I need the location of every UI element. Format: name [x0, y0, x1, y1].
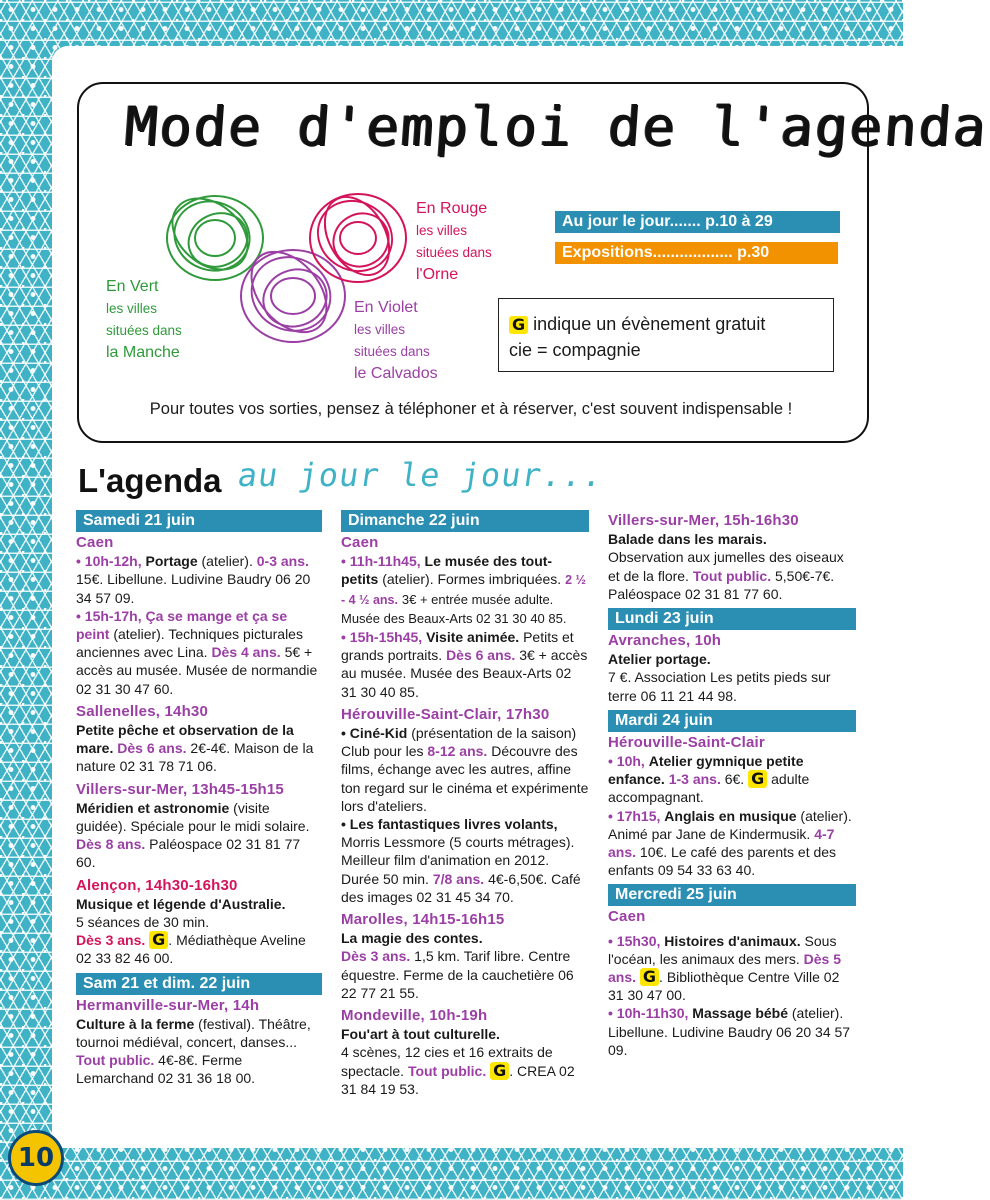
page-number: 10 [8, 1130, 64, 1186]
legend-violet: En Violet les villes situées dans le Calvados [354, 299, 438, 382]
free-badge-icon: G [509, 316, 528, 334]
day-header: Lundi 23 juin [608, 608, 856, 630]
day-header: Samedi 21 juin [76, 510, 322, 532]
event-item: • 10h, Atelier gymnique petite enfance. 1-3 ans. 6€. G adulte accompagnant. [608, 753, 810, 806]
city-name: Villers-sur-Mer, 13h45-15h15 [76, 780, 284, 798]
city-name: Villers-sur-Mer, 15h-16h30 [608, 512, 799, 529]
agenda-title: L'agenda [78, 462, 222, 499]
event-item: Atelier portage. 7 €. Association Les petits pieds sur terre 06 11 21 44 98. [608, 651, 831, 704]
event-item: • 17h15, Anglais en musique (atelier). Animé par Jane de Kindermusik. 4-7 ans. 10€. Le café des parents et des enfants 09 54 33 63 40. [608, 807, 852, 879]
agenda-column-3 [608, 512, 856, 1059]
free-badge-icon: G [640, 968, 659, 986]
booking-note: Pour toutes vos sorties, pensez à téléphoner et à réserver, c'est souvent indispensable ! [149, 400, 793, 418]
tag-au-jour-le-jour[interactable]: Au jour le jour....... p.10 à 29 [555, 211, 840, 233]
event-item: • 10h-11h30, Massage bébé (atelier). Libellune. Ludivine Baudry 06 20 34 57 09. [608, 1005, 851, 1058]
event-item: Méridien et astronomie (visite guidée). Spéciale pour le midi solaire. Dès 8 ans. Paléospace 02 31 81 77 60. [76, 799, 310, 871]
event-item: Petite pêche et observation de la mare. Dès 6 ans. 2€-4€. Maison de la nature 02 31 78 71 06. [76, 722, 314, 775]
instructions-title: Mode d'emploi de l'agenda [122, 95, 990, 158]
day-header: Mercredi 25 juin [608, 884, 856, 906]
event-item: Fou'art à tout culturelle. 4 scènes, 12 cies et 16 extraits de spectacle. Tout public. G . CREA 02 31 84 19 53. [341, 1026, 575, 1097]
day-header: Sam 21 et dim. 22 juin [76, 973, 322, 995]
event-item: • 15h-17h, Ça se mange et ça se peint (atelier). Techniques picturales anciennes avec Lina. Dès 4 ans. 5€ + accès au musée. Musée de normandie 02 31 30 47 60. [76, 607, 318, 697]
city-name: Caen [76, 534, 114, 551]
event-item: Culture à la ferme (festival). Théâtre, tournoi médiéval, concert, danses... Tout public. 4€-8€. Ferme Lemarchand 02 31 36 18 00. [76, 1015, 311, 1087]
city-name: Hérouville-Saint-Clair [608, 733, 765, 751]
event-item: • Les fantastiques livres volants, Morris Lessmore (5 courts métrages). Meilleur film d'animation en 2012. Durée 50 min. 7/8 ans. 4€-6,50€. Café des images 02 31 45 34 70. [341, 816, 581, 905]
event-item: • 15h-15h45, Visite animée. Petits et grands portraits. Dès 6 ans. 3€ + accès au musée. Musée des Beaux-Arts 02 31 30 40 85. [341, 629, 588, 700]
event-item: • 15h30, Histoires d'animaux. Sous l'océan, les animaux des mers. Dès 5 ans. G . Bibliothèque Centre Ville 02 31 30 47 00. [608, 932, 842, 1004]
legend-vert: En Vert les villes situées dans la Manche [106, 278, 182, 361]
event-item: Musique et légende d'Australie. 5 séances de 30 min. Dès 3 ans. G . Médiathèque Aveline 02 33 82 46 00. [76, 895, 306, 967]
city-name: Caen [341, 534, 379, 551]
event-item: • Ciné-Kid (présentation de la saison) Club pour les 8-12 ans. Découvre des films, échange avec les autres, affine ton regard sur le cinéma et expérimente lors d'ateliers. [341, 725, 589, 814]
legend-rouge: En Rouge les villes situées dans l'Orne [416, 200, 492, 283]
city-name: Avranches, 10h [608, 632, 722, 650]
free-badge-icon: G [149, 931, 168, 949]
free-badge-icon: G [490, 1062, 509, 1080]
city-name: Hermanville-sur-Mer, 14h [76, 996, 260, 1014]
city-name: Caen [608, 908, 646, 926]
event-item: La magie des contes. Dès 3 ans. 1,5 km. Tarif libre. Centre équestre. Ferme de la cauchetière 06 22 77 21 55. [341, 930, 574, 1001]
tag-expositions[interactable]: Expositions.................. p.30 [555, 242, 838, 264]
agenda-column-1 [76, 510, 322, 1088]
event-item: • 10h-12h, Portage (atelier). 0-3 ans. 15€. Libellune. Ludivine Baudry 06 20 34 57 09. [76, 553, 311, 606]
day-header: Dimanche 22 juin [341, 510, 589, 532]
city-name: Mondeville, 10h-19h [341, 1007, 488, 1025]
city-name: Alençon, 14h30-16h30 [76, 876, 238, 894]
free-badge-icon: G [748, 770, 767, 788]
day-header: Mardi 24 juin [608, 710, 856, 732]
event-item: • 11h-11h45, Le musée des tout-petits (atelier). Formes imbriquées. 2 ½ - 4 ½ ans. 3€ + entrée musée adulte. Musée des Beaux-Arts 02 31 30 40 85. [341, 553, 586, 626]
agenda-column-2 [341, 510, 589, 1098]
agenda-subtitle: au jour le jour... [235, 456, 606, 494]
city-name: Marolles, 14h15-16h15 [341, 911, 505, 929]
free-event-legend: G indique un évènement gratuit cie = compagnie [498, 298, 834, 372]
red-scribble-icon [303, 186, 413, 291]
city-name: Hérouville-Saint-Clair, 17h30 [341, 705, 550, 723]
city-name: Sallenelles, 14h30 [76, 702, 209, 720]
event-item: Balade dans les marais. Observation aux jumelles des oiseaux et de la flore. Tout public. 5,50€-7€. Paléospace 02 31 81 77 60. [608, 531, 844, 602]
